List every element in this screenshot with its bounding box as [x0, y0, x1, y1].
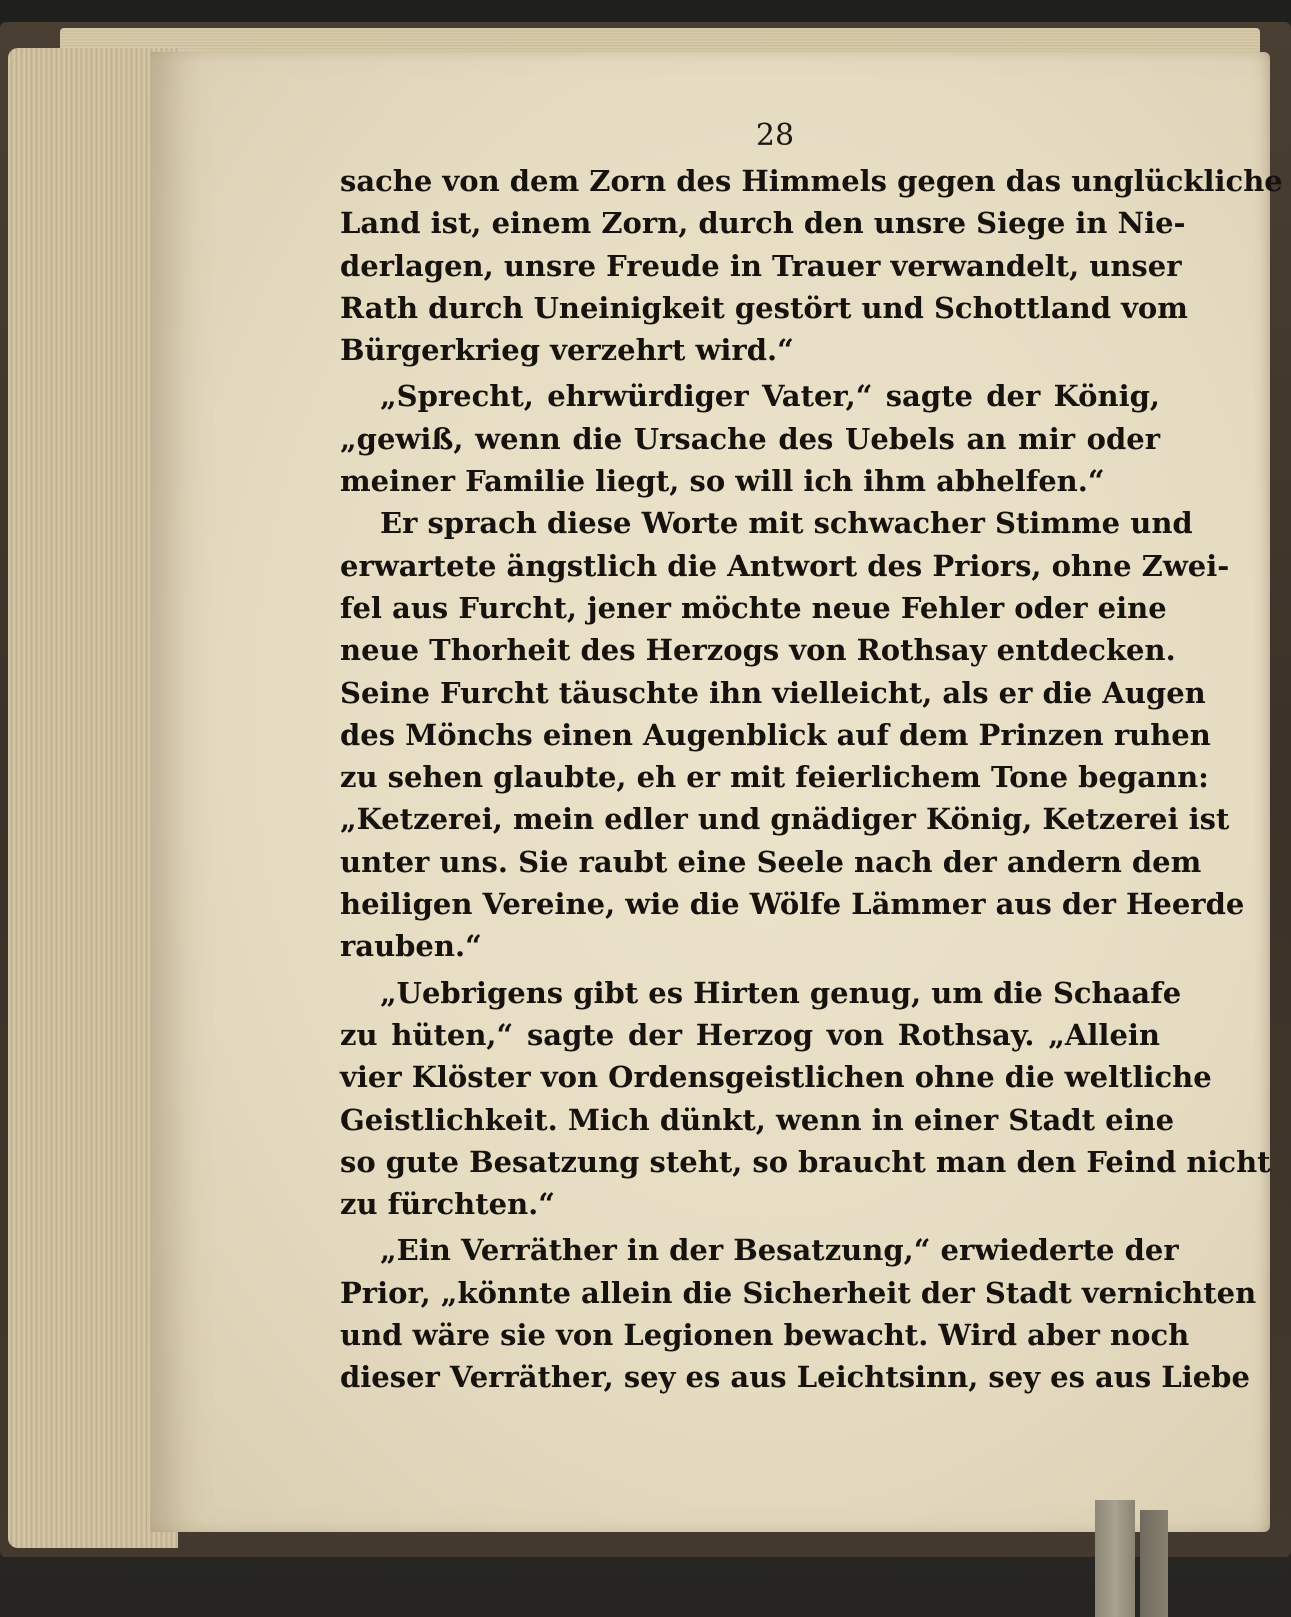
- text-line: heiligen Vereine, wie die Wölfe Lämmer aus der Heerde: [340, 887, 1245, 922]
- text-line: derlagen, unsre Freude in Trauer verwandelt, unser: [340, 248, 1182, 283]
- text-line: „gewiß, wenn die Ursache des Uebels an mir oder: [340, 421, 1160, 456]
- text-line: „Uebrigens gibt es Hirten genug, um die Schaafe: [380, 975, 1182, 1010]
- text-line: des Mönchs einen Augenblick auf dem Prinzen ruhen: [340, 717, 1211, 752]
- text-line: Prior, „könnte allein die Sicherheit der Stadt vernichten: [340, 1275, 1257, 1310]
- text-line: rauben.“: [340, 929, 482, 964]
- text-line: „Ein Verräther in der Besatzung,“ erwiederte der: [380, 1233, 1179, 1268]
- text-line: sache von dem Zorn des Himmels gegen das unglückliche: [340, 164, 1283, 198]
- text-line: Geistlichkeit. Mich dünkt, wenn in einer Stadt eine: [340, 1102, 1175, 1137]
- text-line: Land ist, einem Zorn, durch den unsre Siege in Nie-: [340, 206, 1186, 241]
- bookmark-ribbon-secondary: [1140, 1510, 1168, 1617]
- text-line: zu fürchten.“: [340, 1187, 555, 1222]
- text-line: vier Klöster von Ordensgeistlichen ohne die weltliche: [340, 1060, 1212, 1095]
- text-line: dieser Verräther, sey es aus Leichtsinn, sey es aus Liebe: [340, 1360, 1250, 1395]
- text-line: und wäre sie von Legionen bewacht. Wird aber noch: [340, 1318, 1190, 1353]
- text-line: unter uns. Sie raubt eine Seele nach der andern dem: [340, 844, 1202, 879]
- bookmark-ribbon: [1095, 1500, 1135, 1617]
- text-line: meiner Familie liegt, so will ich ihm abhelfen.“: [340, 464, 1105, 499]
- text-line: fel aus Furcht, jener möchte neue Fehler oder eine: [340, 590, 1167, 625]
- text-line: neue Thorheit des Herzogs von Rothsay entdecken.: [340, 633, 1176, 668]
- text-line: zu hüten,“ sagte der Herzog von Rothsay. „Allein: [340, 1017, 1160, 1052]
- text-line: Bürgerkrieg verzehrt wird.“: [340, 333, 794, 368]
- text-line: erwartete ängstlich die Antwort des Priors, ohne Zwei-: [340, 548, 1230, 583]
- page-number: 28: [755, 118, 795, 153]
- text-line: Rath durch Uneinigkeit gestört und Schottland vom: [340, 290, 1188, 325]
- text-line: Er sprach diese Worte mit schwacher Stimme und: [380, 506, 1193, 541]
- text-line: „Sprecht, ehrwürdiger Vater,“ sagte der König,: [380, 379, 1160, 414]
- text-line: so gute Besatzung steht, so braucht man den Feind nicht: [340, 1144, 1271, 1179]
- text-line: „Ketzerei, mein edler und gnädiger König, Ketzerei ist: [340, 802, 1230, 837]
- page-text: [340, 160, 1283, 1399]
- text-line: Seine Furcht täuschte ihn vielleicht, als er die Augen: [340, 675, 1206, 710]
- text-line: zu sehen glaubte, eh er mit feierlichem Tone begann:: [340, 760, 1209, 795]
